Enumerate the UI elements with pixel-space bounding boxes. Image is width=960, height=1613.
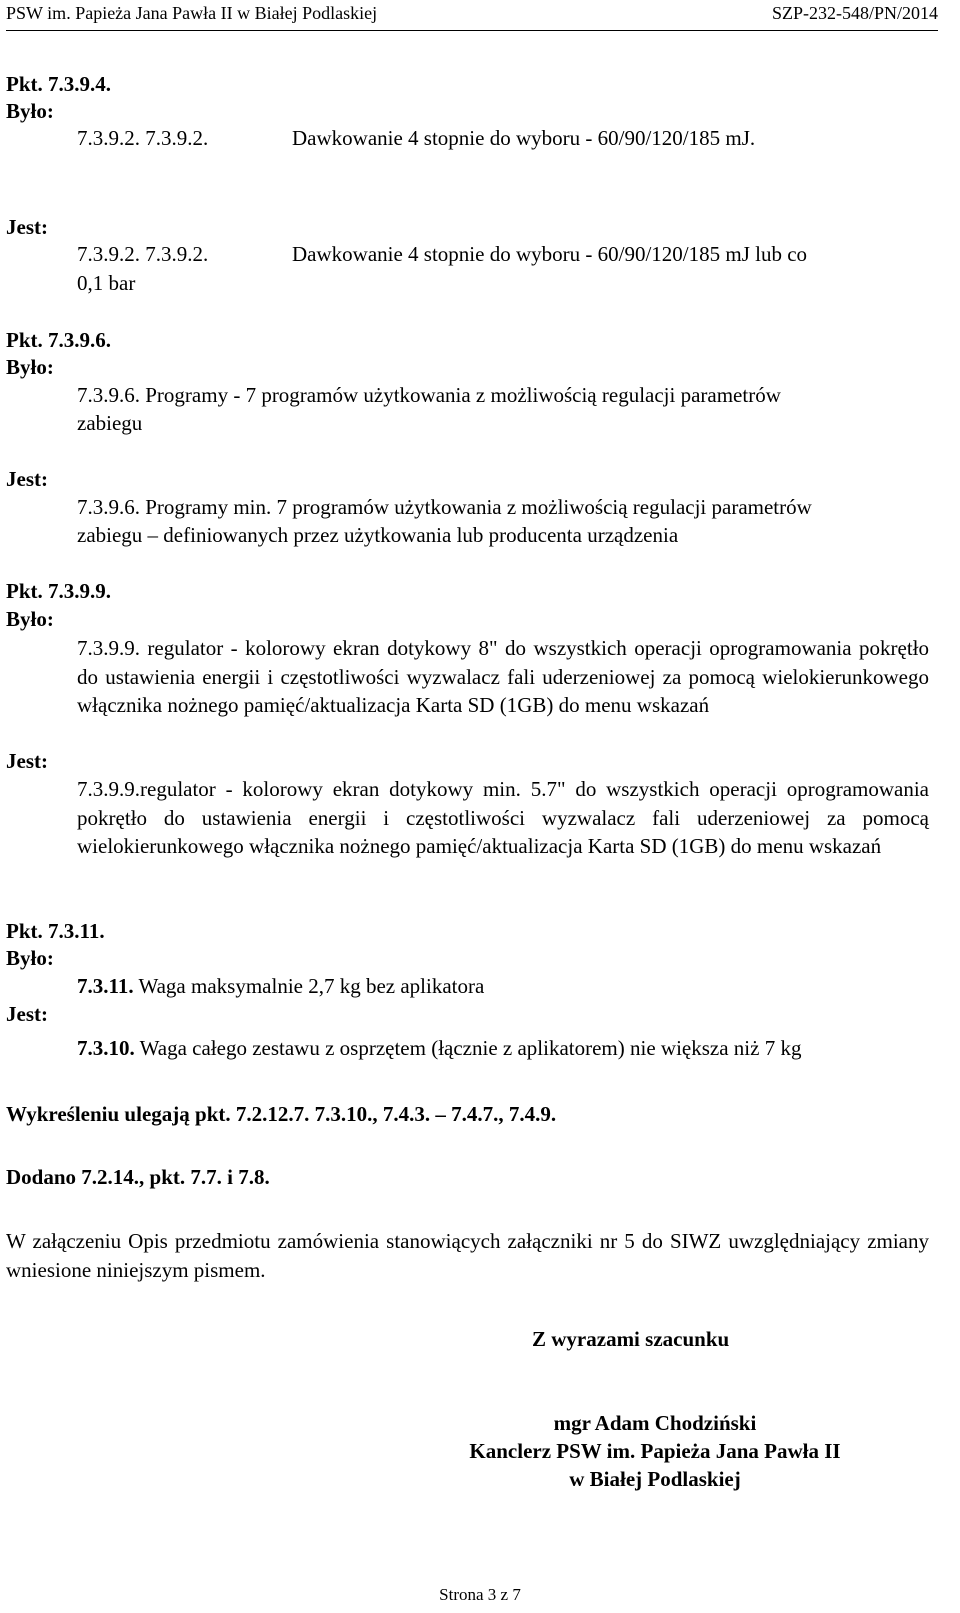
- is-label: Jest:: [6, 215, 48, 239]
- added-items-statement: Dodano 7.2.14., pkt. 7.7. i 7.8.: [6, 1165, 270, 1189]
- signatory-name: mgr Adam Chodziński: [553, 1411, 757, 1435]
- was-item-text: 7.3.9.9. regulator - kolorowy ekran dotykowy 8" do wszystkich operacji oprogramowania pokrętło do ustawienia energii i częstotliwości wyzwalacz fali uderzeniowej za pomocą wielokierunkowego włącznika nożnego pamięć/aktualizacja Karta SD (1GB) do menu wskazań: [77, 636, 929, 717]
- is-item-line: [77, 1034, 801, 1062]
- is-item-number: 7.3.9.2. 7.3.9.2.: [77, 242, 209, 266]
- is-item-text: 7.3.9.9.regulator - kolorowy ekran dotykowy min. 5.7" do wszystkich operacji oprogramowania pokrętło do ustawienia energii i częstotliwości wyzwalacz fali uderzeniowej za pomocą wielokierunkowego włącznika nożnego pamięć/aktualizacja Karta SD (1GB) do menu wskazań: [77, 777, 929, 858]
- was-item-line: zabiegu: [77, 411, 143, 435]
- was-item-number: 7.3.11.: [77, 974, 134, 998]
- section-heading: Pkt. 7.3.9.6.: [6, 328, 111, 352]
- section-heading: Pkt. 7.3.9.9.: [6, 579, 111, 603]
- was-item-text: Waga maksymalnie 2,7 kg bez aplikatora: [133, 974, 485, 998]
- is-label: Jest:: [6, 467, 48, 491]
- is-item-line: zabiegu – definiowanych przez użytkowania lub producenta urządzenia: [77, 523, 679, 547]
- is-item-text-continued: 0,1 bar: [77, 271, 136, 295]
- page-number: Strona 3 z 7: [439, 1585, 521, 1604]
- was-label: Było:: [6, 99, 54, 123]
- page-header: [6, 0, 938, 31]
- is-item-text: Dawkowanie 4 stopnie do wyboru - 60/90/120/185 mJ lub co: [292, 242, 808, 266]
- is-item-line: 7.3.9.6. Programy min. 7 programów użytkowania z możliwością regulacji parametrów: [77, 495, 812, 519]
- is-label: Jest:: [6, 1002, 48, 1026]
- was-item-line: [77, 972, 484, 1000]
- was-label: Było:: [6, 607, 54, 631]
- signatory-place: w Białej Podlaskiej: [569, 1467, 741, 1491]
- header-reference: SZP-232-548/PN/2014: [771, 3, 938, 23]
- is-item-text: Waga całego zestawu z osprzętem (łącznie z aplikatorem) nie większa niż 7 kg: [134, 1036, 802, 1060]
- was-item-text: Dawkowanie 4 stopnie do wyboru - 60/90/120/185 mJ.: [292, 126, 756, 150]
- was-label: Było:: [6, 946, 54, 970]
- attachment-paragraph: W załączeniu Opis przedmiotu zamówienia stanowiących załączniki nr 5 do SIWZ uwzględniający zmiany wniesione niniejszym pismem.: [6, 1229, 929, 1282]
- is-item-number: 7.3.10.: [77, 1036, 135, 1060]
- was-item-number: 7.3.9.2. 7.3.9.2.: [77, 126, 209, 150]
- removed-items-statement: Wykreśleniu ulegają pkt. 7.2.12.7. 7.3.10., 7.4.3. – 7.4.7., 7.4.9.: [6, 1102, 557, 1126]
- signatory-title: Kanclerz PSW im. Papieża Jana Pawła II: [469, 1439, 841, 1463]
- section-heading: Pkt. 7.3.11.: [6, 919, 105, 943]
- was-label: Było:: [6, 355, 54, 379]
- is-label: Jest:: [6, 749, 48, 773]
- section-heading: Pkt. 7.3.9.4.: [6, 72, 111, 96]
- header-institution: PSW im. Papieża Jana Pawła II w Białej Podlaskiej: [6, 3, 378, 23]
- was-item-line: 7.3.9.6. Programy - 7 programów użytkowania z możliwością regulacji parametrów: [77, 383, 781, 407]
- closing-salutation: Z wyrazami szacunku: [532, 1327, 730, 1351]
